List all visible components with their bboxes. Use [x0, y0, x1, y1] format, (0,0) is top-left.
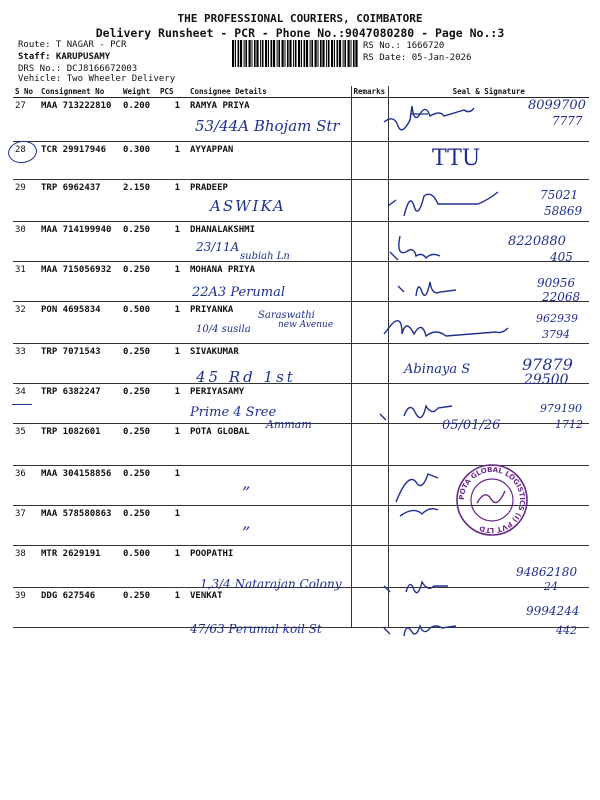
row-consignment-no: TRP 6962437	[39, 180, 121, 222]
ditto-mark: ”	[242, 483, 251, 502]
row-sno: 33	[13, 344, 39, 384]
barcode-bar	[348, 40, 350, 67]
handwritten-name: ASWIKA	[210, 197, 286, 215]
row-consignee: PERIYASAMY	[188, 384, 351, 424]
staff-line: Staff: KARUPUSAMY	[18, 52, 111, 62]
row-consignment-no: MAA 714199940	[39, 222, 121, 262]
barcode-bar	[235, 40, 236, 67]
barcode-bar	[252, 40, 253, 67]
row-sno: 32	[13, 302, 39, 344]
row-remarks	[351, 222, 388, 262]
row-consignee: PRADEEP	[188, 180, 351, 222]
handwritten-address: 45 Rd 1st	[196, 368, 296, 386]
handwritten-phone: 442	[556, 624, 577, 637]
company-title: THE PROFESSIONAL COURIERS, COIMBATORE	[177, 12, 423, 25]
handwritten-phone: 90956	[537, 276, 576, 290]
handwritten-phone: 22068	[542, 290, 581, 304]
row-pcs: 1	[158, 466, 188, 506]
rs-date: RS Date: 05-Jan-2026	[363, 53, 472, 63]
handwritten-phone: 94862180	[516, 565, 578, 579]
barcode-bar	[265, 40, 267, 67]
row-remarks	[351, 142, 388, 180]
row-seal	[388, 142, 589, 180]
row-consignee: SIVAKUMAR	[188, 344, 351, 384]
barcode-bar	[254, 40, 256, 67]
handwritten-phone: 7777	[552, 114, 583, 128]
barcode-image	[232, 40, 358, 67]
signature-scribble	[380, 574, 460, 600]
barcode-bar	[282, 40, 284, 67]
handwritten-address: 22A3 Perumal	[192, 285, 286, 300]
row-consignee: VENKAT	[188, 588, 351, 628]
handwritten-signature: TTU	[432, 146, 481, 171]
table-row	[13, 222, 589, 262]
table-header-row	[13, 86, 589, 98]
company-stamp	[455, 463, 529, 537]
row-consignment-no: MAA 578580863	[39, 506, 121, 546]
barcode-bar	[315, 40, 317, 67]
handwritten-date: 05/01/26	[442, 418, 501, 433]
barcode-bar	[353, 40, 355, 67]
row-consignee: POTA GLOBAL	[188, 424, 351, 466]
signature-scribble	[380, 616, 470, 642]
row-consignee: POOPATHI	[188, 546, 351, 588]
row-pcs: 1	[158, 262, 188, 302]
handwritten-address: 53/44A Bhojam Str	[195, 117, 340, 135]
handwritten-address: 10/4 susila	[196, 324, 251, 335]
col-consignment: Consignment No	[39, 86, 121, 98]
signature-scribble	[392, 462, 462, 522]
barcode-bar	[244, 40, 245, 67]
signature-scribble	[384, 228, 454, 268]
row-weight: 0.300	[121, 142, 158, 180]
handwritten-address: 47/63 Perumal koil St	[190, 622, 322, 636]
handwritten-phone: 75021	[540, 188, 579, 202]
row-pcs: 1	[158, 588, 188, 628]
signature-scribble	[380, 100, 490, 140]
barcode-bar	[334, 40, 335, 67]
row-weight: 0.250	[121, 424, 158, 466]
barcode-bar	[278, 40, 280, 67]
barcode-bar	[318, 40, 319, 67]
row-sno: 35	[13, 424, 39, 466]
handwritten-signature: Abinaya S	[404, 362, 471, 377]
row-remarks	[351, 466, 388, 506]
row-consignment-no: TRP 1082601	[39, 424, 121, 466]
row-pcs: 1	[158, 222, 188, 262]
handwritten-address: subiah Ln	[240, 251, 290, 262]
col-consignee: Consignee Details	[188, 86, 351, 98]
row-sno: 28	[13, 142, 39, 180]
runsheet-subtitle: Delivery Runsheet - PCR - Phone No.:9047080280 - Page No.:3	[95, 26, 505, 40]
row-consignee	[188, 466, 351, 506]
barcode-bar	[326, 40, 327, 67]
barcode-bar	[245, 40, 247, 67]
handwritten-phone: 29500	[524, 372, 569, 388]
handwritten-address: Prime 4 Sree	[190, 405, 277, 420]
row-pcs: 1	[158, 142, 188, 180]
row-weight: 0.500	[121, 546, 158, 588]
handwritten-address: 1,3/4 Natarajan Colony	[200, 577, 342, 591]
barcode-bar	[238, 40, 240, 67]
row-pcs: 1	[158, 302, 188, 344]
col-seal: Seal & Signature	[388, 86, 589, 98]
row-weight: 0.500	[121, 302, 158, 344]
barcode-bar	[344, 40, 346, 67]
barcode-bar	[310, 40, 311, 67]
row-weight: 0.250	[121, 466, 158, 506]
row-pcs: 1	[158, 98, 188, 142]
barcode-bar	[285, 40, 286, 67]
signature-scribble	[380, 310, 520, 346]
barcode-bar	[260, 40, 261, 67]
signature-scribble	[386, 186, 516, 226]
barcode-bar	[322, 40, 324, 67]
row-remarks	[351, 262, 388, 302]
handwritten-address: new Avenue	[278, 320, 334, 330]
row-weight: 0.250	[121, 222, 158, 262]
row-remarks	[351, 506, 388, 546]
barcode-bar	[339, 40, 341, 67]
row-consignment-no: PON 4695834	[39, 302, 121, 344]
barcode-bar	[273, 40, 275, 67]
row-consignment-no: MAA 304158856	[39, 466, 121, 506]
row-consignee: RAMYA PRIYA	[188, 98, 351, 142]
table-row	[13, 262, 589, 302]
stamp-text: POTA GLOBAL LOGISTICS (I) PVT LTD	[457, 465, 527, 535]
barcode-bar	[301, 40, 302, 67]
row-weight: 0.250	[121, 506, 158, 546]
barcode-bar	[343, 40, 344, 67]
col-pcs: PCS	[158, 86, 188, 98]
row-weight: 0.250	[121, 588, 158, 628]
barcode-bar	[271, 40, 273, 67]
ditto-mark: ”	[242, 523, 251, 542]
barcode-bar	[298, 40, 300, 67]
barcode-bar	[337, 40, 339, 67]
barcode-bar	[355, 40, 357, 67]
row-sno: 39	[13, 588, 39, 628]
barcode-bar	[351, 40, 352, 67]
row-remarks	[351, 424, 388, 466]
row-sno: 29	[13, 180, 39, 222]
handwritten-phone: 58869	[544, 204, 583, 218]
row-pcs: 1	[158, 384, 188, 424]
barcode-bar	[277, 40, 278, 67]
row-weight: 0.200	[121, 98, 158, 142]
strike-mark	[12, 404, 32, 405]
handwritten-phone: 1712	[555, 418, 583, 431]
barcode-bar	[320, 40, 322, 67]
row-pcs: 1	[158, 506, 188, 546]
row-sno: 31	[13, 262, 39, 302]
row-pcs: 1	[158, 424, 188, 466]
col-weight: Weight	[121, 86, 158, 98]
row-pcs: 1	[158, 344, 188, 384]
barcode-bar	[311, 40, 313, 67]
row-consignee: MOHANA PRIYA	[188, 262, 351, 302]
barcode-bar	[268, 40, 269, 67]
row-pcs: 1	[158, 180, 188, 222]
col-remarks: Remarks	[351, 86, 388, 98]
barcode-bar	[262, 40, 264, 67]
handwritten-address: Ammam	[266, 418, 312, 431]
handwritten-phone: 8099700	[528, 98, 586, 113]
runsheet-table	[13, 86, 589, 628]
barcode-bar	[328, 40, 330, 67]
barcode-bar	[287, 40, 289, 67]
handwritten-phone: 97879	[522, 355, 573, 374]
row-sno: 30	[13, 222, 39, 262]
barcode-bar	[289, 40, 291, 67]
vehicle-line: Vehicle: Two Wheeler Delivery	[18, 74, 176, 84]
row-weight: 0.250	[121, 262, 158, 302]
handwritten-phone: 962939	[536, 312, 578, 325]
row-sno: 38	[13, 546, 39, 588]
route-line: Route: T NAGAR - PCR	[18, 40, 127, 50]
row-consignment-no: MTR 2629191	[39, 546, 121, 588]
row-consignment-no: MAA 713222810	[39, 98, 121, 142]
barcode-bar	[256, 40, 258, 67]
handwritten-phone: 405	[550, 250, 573, 264]
row-consignee: DHANALAKSHMI	[188, 222, 351, 262]
handwritten-address: Saraswathi	[258, 310, 315, 321]
barcode-bar	[232, 40, 234, 67]
rs-number: RS No.: 1666720	[363, 41, 445, 51]
barcode-bar	[304, 40, 306, 67]
row-sno: 27	[13, 98, 39, 142]
row-sno: 34	[13, 384, 39, 424]
handwritten-address: 23/11A	[196, 240, 240, 254]
barcode-bar	[306, 40, 308, 67]
handwritten-phone: 979190	[540, 402, 582, 415]
row-weight: 0.250	[121, 384, 158, 424]
row-consignment-no: TRP 7071543	[39, 344, 121, 384]
table-row	[13, 142, 589, 180]
row-consignment-no: TCR 29917946	[39, 142, 121, 180]
row-consignee: AYYAPPAN	[188, 142, 351, 180]
handwritten-phone: 9994244	[526, 604, 580, 618]
drs-line: DRS No.: DCJ8166672003	[18, 64, 138, 74]
row-sno: 36	[13, 466, 39, 506]
row-remarks	[351, 344, 388, 384]
row-weight: 0.250	[121, 344, 158, 384]
barcode-bar	[331, 40, 333, 67]
row-consignee	[188, 506, 351, 546]
row-remarks	[351, 180, 388, 222]
barcode-bar	[293, 40, 294, 67]
row-weight: 2.150	[121, 180, 158, 222]
handwritten-phone: 8220880	[508, 234, 566, 249]
handwritten-phone: 24	[544, 580, 558, 593]
handwritten-phone: 3794	[542, 328, 570, 341]
row-consignment-no: MAA 715056932	[39, 262, 121, 302]
row-consignment-no: DDG 627546	[39, 588, 121, 628]
signature-scribble	[396, 276, 466, 306]
row-consignee: PRIYANKA	[188, 302, 351, 344]
row-sno: 37	[13, 506, 39, 546]
signature-scribble	[376, 398, 466, 428]
barcode-bar	[295, 40, 297, 67]
table-row	[13, 344, 589, 384]
barcode-bar	[240, 40, 242, 67]
row-pcs: 1	[158, 546, 188, 588]
row-consignment-no: TRP 6382247	[39, 384, 121, 424]
barcode-bar	[249, 40, 251, 67]
col-sno: S No	[13, 86, 39, 98]
